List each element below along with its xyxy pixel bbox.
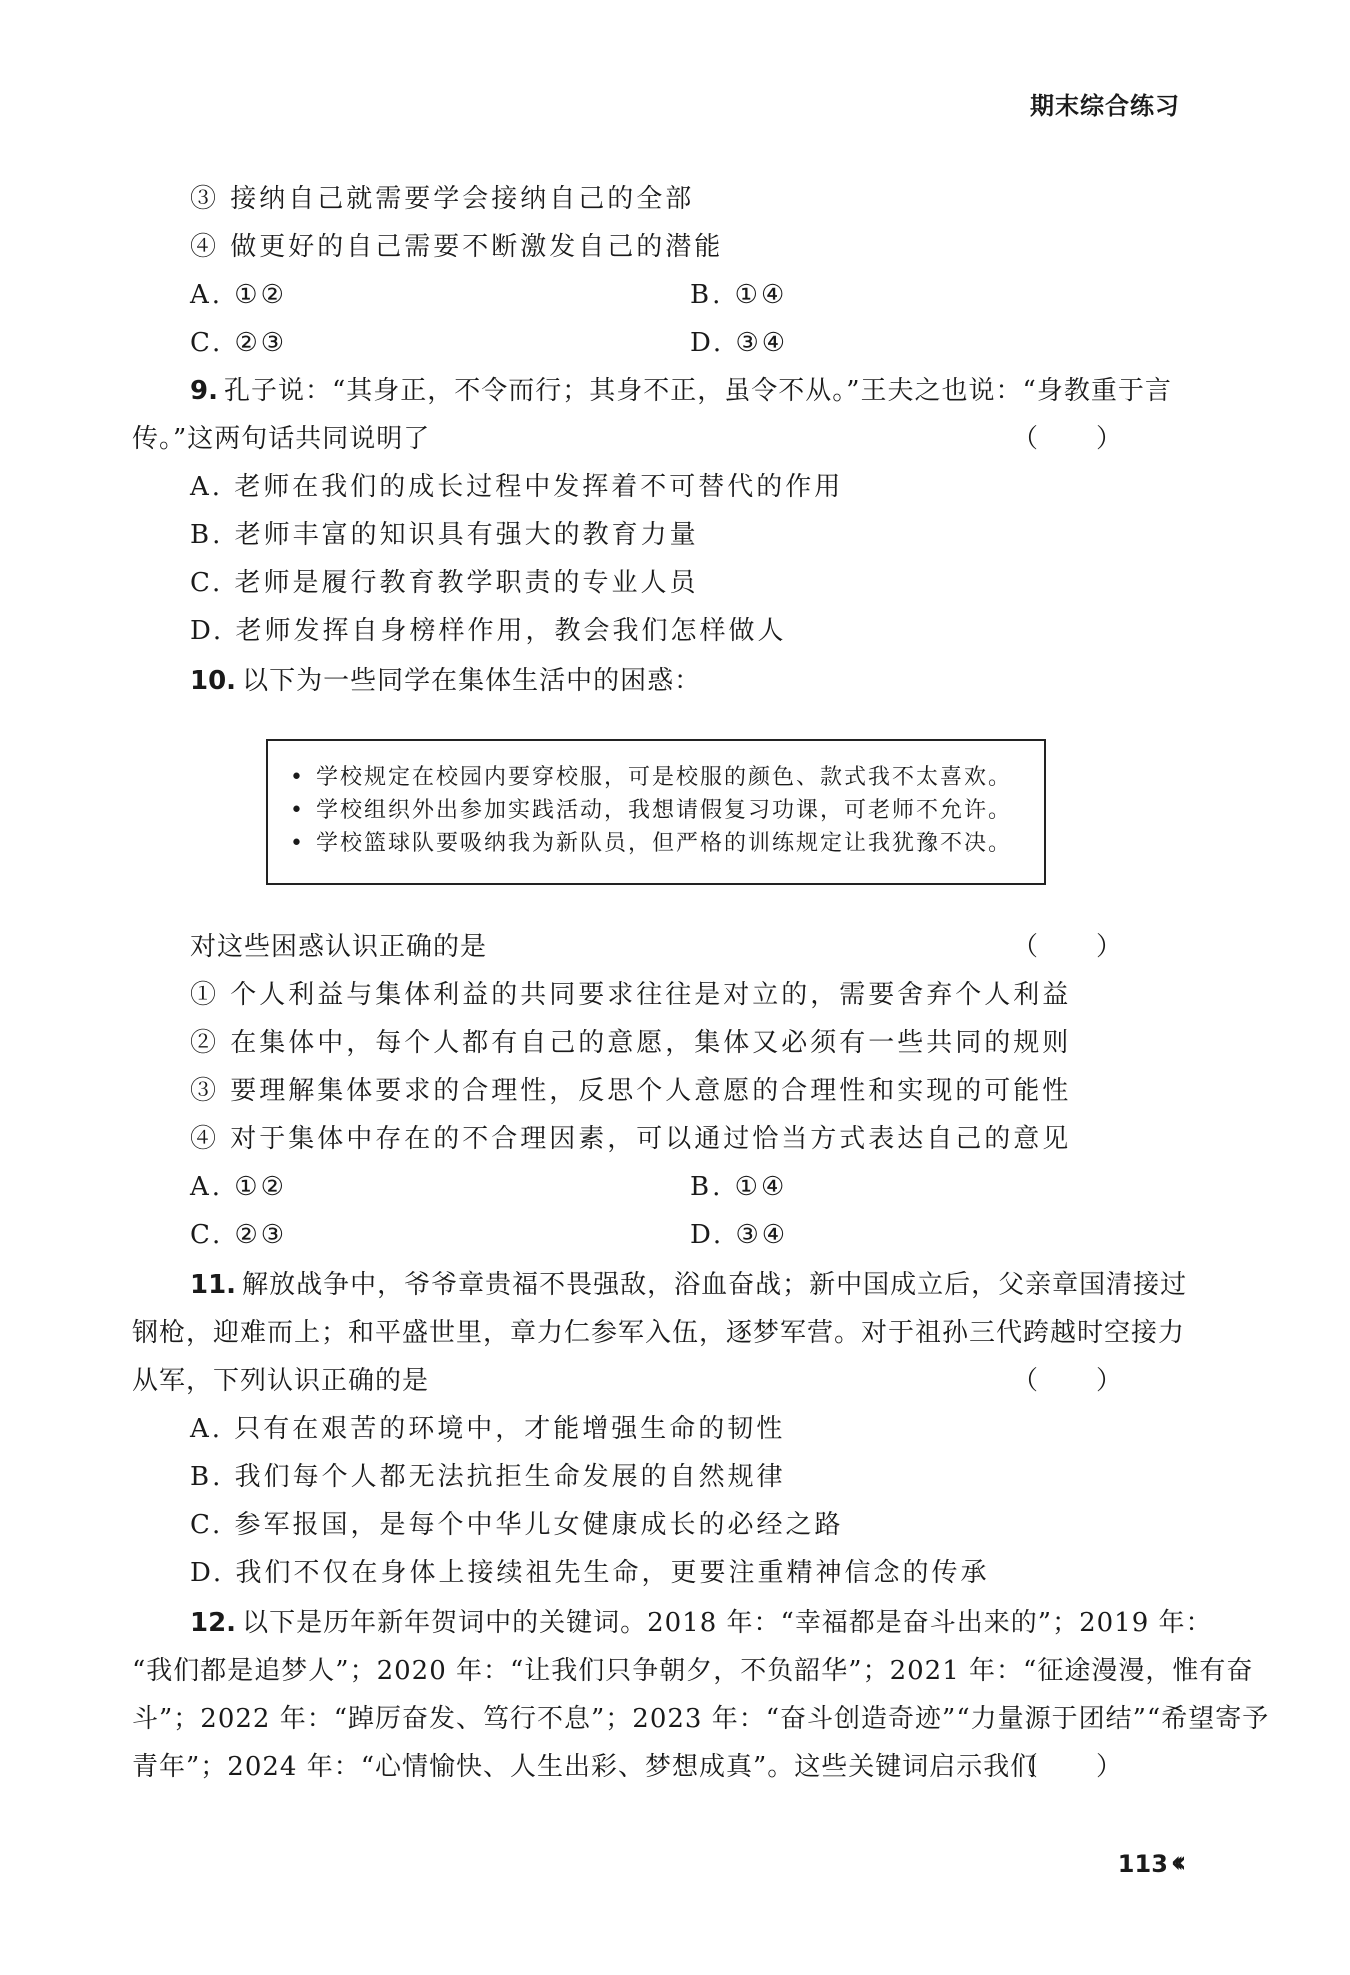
q10-answer-parens: （）: [1011, 932, 1180, 962]
q10-stem: [190, 664, 701, 698]
q9-choice-b: B. 老师丰富的知识具有强大的教育力量: [190, 520, 699, 550]
q9-choice-a: A. 老师在我们的成长过程中发挥着不可替代的作用: [190, 472, 844, 502]
q9-choice-c: C. 老师是履行教育教学职责的专业人员: [190, 568, 699, 598]
page-number: [1118, 1845, 1180, 1880]
q10-box-item-2: [290, 794, 1044, 827]
q9-stem-line-2: 传。”这两句话共同说明了: [132, 424, 431, 454]
q8-choice-a: A. ①②: [190, 280, 287, 310]
q11-choice-a: A. 只有在艰苦的环境中，才能增强生命的韧性: [190, 1414, 786, 1444]
q11-number: 11.: [190, 1270, 237, 1300]
q8-choice-b: B. ①④: [690, 280, 788, 310]
bullet-icon: •: [290, 831, 305, 856]
q12-number: 12.: [190, 1608, 237, 1638]
running-header: 期末综合练习: [1030, 92, 1180, 120]
q10-box-text-3: 学校篮球队要吸纳我为新队员，但严格的训练规定让我犹豫不决。: [316, 831, 1013, 856]
q8-choice-c: C. ②③: [190, 328, 288, 358]
q10-option-3: ③ 要理解集体要求的合理性，反思个人意愿的合理性和实现的可能性: [190, 1076, 1072, 1106]
q12-stem-line-4: 青年”；2024 年：“心情愉快、人生出彩、梦想成真”。这些关键词启示我们: [132, 1752, 1038, 1782]
q10-choice-c: C. ②③: [190, 1220, 288, 1250]
q9-choice-d: D. 老师发挥自身榜样作用，教会我们怎样做人: [190, 616, 787, 646]
q10-situation-box: [266, 739, 1046, 885]
q10-box-item-1: [290, 761, 1044, 794]
q10-choice-b: B. ①④: [690, 1172, 788, 1202]
q8-choice-d: D. ③④: [690, 328, 789, 358]
q11-choice-b: B. 我们每个人都无法抗拒生命发展的自然规律: [190, 1462, 786, 1492]
q10-option-1: ① 个人利益与集体利益的共同要求往往是对立的，需要舍弃个人利益: [190, 980, 1072, 1010]
q10-box-item-3: [290, 827, 1044, 860]
q9-stem-text-1: 孔子说：“其身正，不令而行；其身不正，虽令不从。”王夫之也说：“身教重于言: [223, 376, 1172, 406]
bullet-icon: •: [290, 798, 305, 823]
q12-stem-text-1: 以下是历年新年贺词中的关键词。2018 年：“幸福都是奋斗出来的”；2019 年：: [242, 1608, 1213, 1638]
q12-stem-line-2: “我们都是追梦人”；2020 年：“让我们只争朝夕，不负韶华”；2021 年：“征途漫漫，惟有奋: [132, 1656, 1254, 1686]
chevron-left-icon: ‹‹‹: [1170, 1845, 1179, 1880]
q10-stem-text: 以下为一些同学在集体生活中的困惑：: [242, 666, 702, 696]
q10-choice-a: A. ①②: [190, 1172, 287, 1202]
q10-question: 对这些困惑认识正确的是: [190, 932, 488, 962]
q12-stem-line-1: [190, 1606, 1213, 1640]
q10-number: 10.: [190, 666, 237, 696]
q9-answer-parens: （）: [1011, 424, 1180, 454]
q11-choice-c: C. 参军报国，是每个中华儿女健康成长的必经之路: [190, 1510, 844, 1540]
q10-option-4: ④ 对于集体中存在的不合理因素，可以通过恰当方式表达自己的意见: [190, 1124, 1072, 1154]
q12-answer-parens: （）: [1011, 1752, 1180, 1782]
q10-choice-d: D. ③④: [690, 1220, 789, 1250]
q10-box-text-2: 学校组织外出参加实践活动，我想请假复习功课，可老师不允许。: [316, 798, 1013, 823]
q11-stem-text-1: 解放战争中，爷爷章贵福不畏强敌，浴血奋战；新中国成立后，父亲章国清接过: [242, 1270, 1188, 1300]
q10-box-text-1: 学校规定在校园内要穿校服，可是校服的颜色、款式我不太喜欢。: [316, 765, 1013, 790]
q9-stem-line-1: [190, 374, 1172, 408]
q10-option-2: ② 在集体中，每个人都有自己的意愿，集体又必须有一些共同的规则: [190, 1028, 1072, 1058]
bullet-icon: •: [290, 765, 305, 790]
q8-option-3: ③ 接纳自己就需要学会接纳自己的全部: [190, 184, 695, 214]
q12-stem-line-3: 斗”；2022 年：“踔厉奋发、笃行不息”；2023 年：“奋斗创造奇迹”“力量源于团结”“希望寄予: [132, 1704, 1270, 1734]
q11-stem-line-2: 钢枪，迎难而上；和平盛世里，章力仁参军入伍，逐梦军营。对于祖孙三代跨越时空接力: [132, 1318, 1186, 1348]
q11-stem-line-1: [190, 1268, 1187, 1302]
q11-choice-d: D. 我们不仅在身体上接续祖先生命，更要注重精神信念的传承: [190, 1558, 990, 1588]
q8-option-4: ④ 做更好的自己需要不断激发自己的潜能: [190, 232, 724, 262]
q9-number: 9.: [190, 376, 218, 406]
q11-answer-parens: （）: [1011, 1366, 1180, 1396]
page-number-text: 113: [1117, 1850, 1168, 1878]
q11-stem-line-3: 从军，下列认识正确的是: [132, 1366, 430, 1396]
